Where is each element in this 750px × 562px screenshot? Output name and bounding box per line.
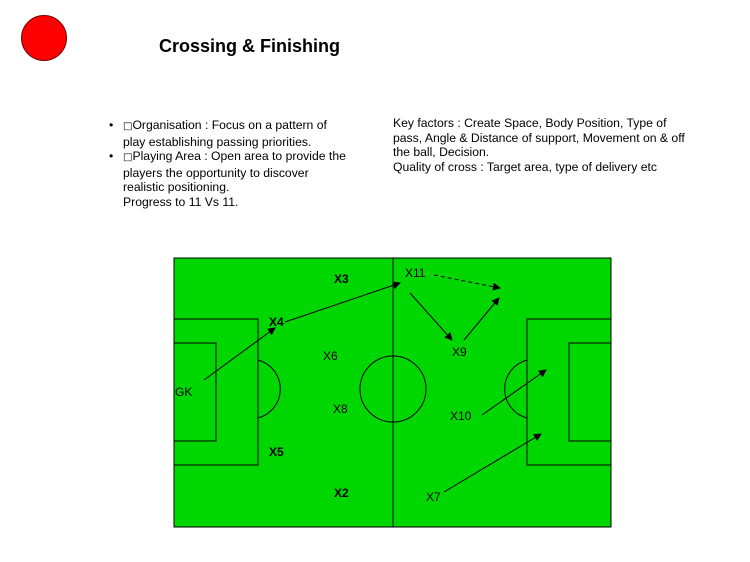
- slide-title: Crossing & Finishing: [159, 36, 341, 56]
- key-factors-text: Key factors : Create Space, Body Position, Type of pass, Angle & Distance of support, Movement on & off the ball, Decision.: [393, 116, 685, 160]
- player-x4: X4: [269, 315, 284, 329]
- player-x6: X6: [323, 349, 338, 363]
- player-x9: X9: [452, 345, 467, 359]
- player-x8: X8: [333, 402, 348, 416]
- bullet-organisation-text: Organisation : Focus on a pattern of play establishing passing priorities.: [123, 118, 327, 149]
- player-x3: X3: [334, 272, 349, 286]
- player-x5: X5: [269, 445, 284, 459]
- box-glyph-icon: □: [123, 121, 133, 132]
- player-x11: X11: [405, 266, 426, 280]
- bullet-progress-text: Progress to 11 Vs 11.: [123, 194, 239, 209]
- player-gk: GK: [175, 385, 193, 399]
- bullet-playing-area-text: Playing Area : Open area to provide the players the opportunity to discover realistic positioning.: [123, 149, 346, 195]
- player-x2: X2: [334, 486, 349, 500]
- quality-of-cross-text: Quality of cross : Target area, type of delivery etc: [393, 159, 657, 174]
- player-x10: X10: [450, 409, 472, 423]
- box-glyph-icon: □: [123, 152, 133, 164]
- player-x7: X7: [426, 490, 441, 504]
